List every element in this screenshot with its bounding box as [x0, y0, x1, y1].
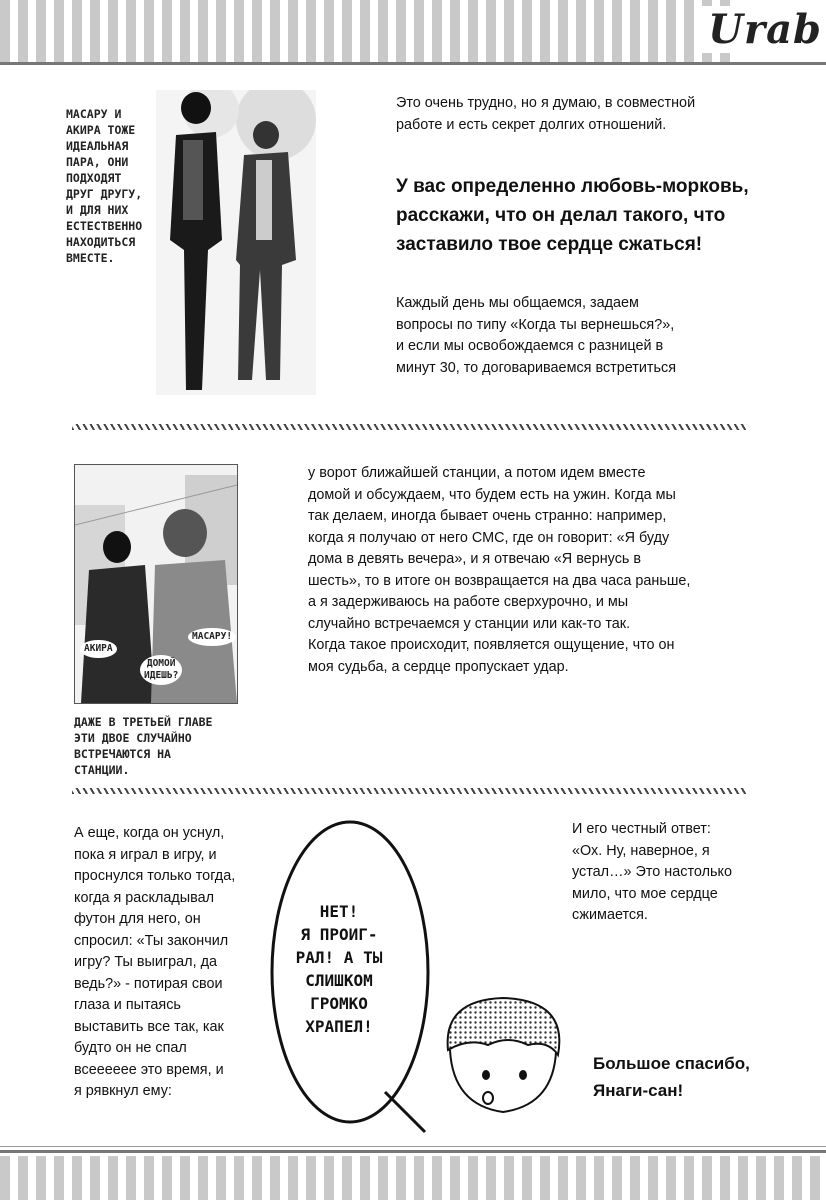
answer-paragraph: Каждый день мы общаемся, задаем вопросы по типу «Когда ты вернешься?», и если мы освобождаемся с разницей в минут 30, то договариваемся встретиться — [396, 294, 677, 376]
speech-bubble-akira: АКИРА — [80, 640, 117, 658]
bottom-divider — [0, 1150, 826, 1153]
bottom-stripe-border — [0, 1156, 826, 1200]
interview-question: У вас определенно любовь-морковь, расскажи, что он делал такого, что заставило твое сердце сжаться! — [396, 176, 749, 255]
illustration-caption-1: МАСАРУ И АКИРА ТОЖЕ ИДЕАЛЬНАЯ ПАРА, ОНИ ПОДХОДЯТ ДРУГ ДРУГУ, И ДЛЯ НИХ ЕСТЕСТВЕННО НАХОДИТЬСЯ ВМЕСТЕ. — [66, 107, 143, 265]
section-divider-1 — [72, 424, 746, 430]
top-divider — [0, 62, 826, 65]
intro-paragraph: Это очень трудно, но я думаю, в совместной работе и есть секрет долгих отношений. — [396, 94, 696, 133]
bottom-divider-thin — [0, 1146, 826, 1147]
illustration-caption-2: ДАЖЕ В ТРЕТЬЕЙ ГЛАВЕ ЭТИ ДВОЕ СЛУЧАЙНО ВСТРЕЧАЮТСЯ НА СТАНЦИИ. — [74, 715, 213, 777]
speech-bubble-text: НЕТ! Я ПРОИГ- РАЛ! А ТЫ СЛИШКОМ ГРОМКО ХРАПЕЛ! — [295, 902, 383, 1036]
thanks-text: Большое спасибо, Янаги-сан! — [593, 1054, 750, 1100]
honest-answer-paragraph: И его честный ответ: «Ох. Ну, наверное, я устал…» Это настолько мило, что мое сердце сжимается. — [572, 820, 732, 923]
speech-bubble-masaru: МАСАРУ! — [188, 628, 236, 646]
station-story-paragraph: у ворот ближайшей станции, а потом идем вместе домой и обсуждаем, что будем есть на ужин. Когда мы так делаем, иногда бывает очень странно: например, когда я получаю от него СМС, где он говорит: «Я буду дома в девять вечера», и я отвечаю «Я вернусь в шесть», то в итоге он возвращается на два часа раньше, а я задерживаюсь на работе сверхурочно, и мы случайно встречаемся у станции или как-то так. Когда такое происходит, появляется ощущение, что он моя судьба, а сердце пропускает удар. — [308, 464, 691, 675]
logo: Urab — [700, 6, 826, 53]
futon-story-paragraph: А еще, когда он уснул, пока я играл в игру, и проснулся только тогда, когда я раскладывал футон для него, он спросил: «Ты закончил игру? Ты выиграл, да ведь?» - потирая свои глаза и пытаясь выставить все так, как будто он не спал всееееее это время, и я рявкнул ему: — [74, 824, 236, 1099]
illustration-couple-walking — [156, 90, 316, 395]
chibi-character-illustration — [428, 990, 578, 1120]
speech-bubble-going-home: ДОМОЙ ИДЕШЬ? — [140, 655, 182, 685]
section-divider-2 — [72, 788, 746, 794]
top-stripe-border — [0, 0, 730, 62]
